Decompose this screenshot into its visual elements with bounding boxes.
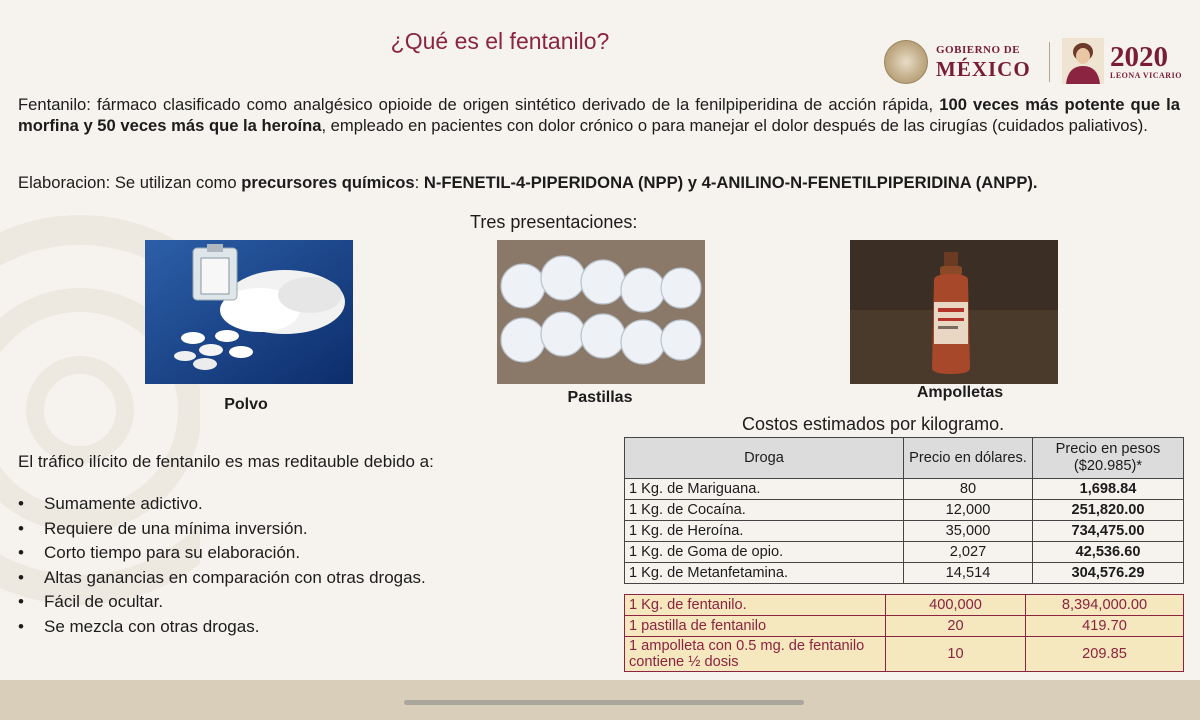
cell-pesos: 42,536.60 [1033,542,1184,563]
list-item [18,541,426,566]
list-item-text: Fácil de ocultar. [44,592,164,612]
list-item-text: Corto tiempo para su elaboración. [44,543,301,563]
list-item-text: Requiere de una mínima inversión. [44,518,308,538]
ampoule-photo-icon [850,240,1058,384]
table-row [625,521,1184,542]
logo-year: 2020 [1110,40,1168,73]
cell-drug: 1 Kg. de Goma de opio. [625,542,904,563]
cell-pesos: 209.85 [1026,637,1184,672]
powder-photo-icon [145,240,353,384]
intro-text-b: , empleado en pacientes con dolor crónico o para manejar el dolor después de las cirugías (cuidados paliativos). [321,116,1148,135]
bullet: • [18,616,24,636]
cell-pesos: 1,698.84 [1033,479,1184,500]
cell-dollars: 35,000 [904,521,1033,542]
traffic-reasons-list [18,492,426,640]
cell-pesos: 419.70 [1026,616,1184,637]
elab-text-a: Elaboracion: Se utilizan como [18,173,242,192]
logo-gobierno-small: GOBIERNO DE [936,43,1021,56]
bullet: • [18,543,24,563]
caption-pills: Pastillas [567,389,633,406]
intro-paragraph [18,94,1180,136]
table-row [625,479,1184,500]
traffic-lead: El tráfico ilícito de fentanilo es mas reditauble debido a: [18,452,434,471]
caption-powder: Polvo [224,396,268,413]
table-row [625,500,1184,521]
cell-pesos: 8,394,000.00 [1026,595,1184,616]
bullet: • [18,567,24,587]
cell-pesos: 734,475.00 [1033,521,1184,542]
bullet: • [18,494,24,513]
cell-dollars: 20 [886,616,1026,637]
elab-text-bold2: N-FENETIL-4-PIPERIDONA (NPP) y 4-ANILINO-N-FENETILPIPERIDINA (ANPP). [423,173,1038,192]
cell-drug: 1 Kg. de Metanfetamina. [625,563,904,584]
cell-pesos: 251,820.00 [1033,500,1184,521]
cell-dollars: 10 [886,637,1026,672]
logo-gobierno-big: MÉXICO [936,56,1031,81]
year-logo [1062,36,1198,86]
header-drug: Droga [625,438,904,479]
logo-year-caption: LEONA VICARIO [1110,70,1182,80]
logo-divider [1049,42,1050,82]
cell-drug: 1 Kg. de fentanilo. [625,595,886,616]
elab-text-bold1: precursores químicos [241,173,415,192]
cell-dollars: 14,514 [904,563,1033,584]
cell-dollars: 2,027 [904,542,1033,563]
page-title: ¿Qué es el fentanilo? [390,28,610,54]
table-row [625,616,1184,637]
scroll-indicator [404,700,804,705]
list-item-text: Sumamente adictivo. [44,494,203,513]
portrait-icon [1062,38,1104,84]
list-item [18,590,426,615]
table-row [625,595,1184,616]
cell-drug: 1 Kg. de Cocaína. [625,500,904,521]
elaboration-paragraph [18,172,1180,193]
gobierno-logo [884,38,1044,86]
costs-table [624,437,1184,584]
caption-ampoules: Ampolletas [916,384,1004,401]
header-dollars: Precio en dólares. [904,438,1033,479]
list-item [18,615,426,640]
list-item-text: Altas ganancias en comparación con otras drogas. [44,567,426,587]
cell-drug: 1 pastilla de fentanilo [625,616,886,637]
pills-photo-icon [497,240,705,384]
cell-drug: 1 ampolleta con 0.5 mg. de fentanilo contiene ½ dosis [625,637,886,672]
bullet: • [18,518,24,538]
costs-title: Costos estimados por kilogramo. [742,414,1005,434]
table-row [625,563,1184,584]
cell-pesos: 304,576.29 [1033,563,1184,584]
list-item [18,492,426,517]
elab-text-b: : [414,173,424,192]
fentanyl-costs-table [624,594,1184,672]
cell-dollars: 400,000 [886,595,1026,616]
cell-drug: 1 Kg. de Mariguana. [625,479,904,500]
intro-text-a: Fentanilo: fármaco clasificado como analgésico opioide de origen sintético derivado de la fenilpiperidina de acción rápida, [18,95,940,114]
table-row [625,542,1184,563]
list-item-text: Se mezcla con otras drogas. [44,616,260,636]
table-header-row [625,438,1184,479]
intro-text-bold: 100 veces más potente que la morfina y 50 veces más que la heroína [18,95,1180,135]
presentations-heading: Tres presentaciones: [470,212,638,232]
list-item [18,517,426,542]
list-item [18,566,426,591]
cell-dollars: 80 [904,479,1033,500]
cell-dollars: 12,000 [904,500,1033,521]
national-seal-icon [884,40,928,84]
cell-drug: 1 Kg. de Heroína. [625,521,904,542]
header-pesos: Precio en pesos ($20.985)* [1033,438,1184,479]
table-row [625,637,1184,672]
bullet: • [18,592,24,612]
